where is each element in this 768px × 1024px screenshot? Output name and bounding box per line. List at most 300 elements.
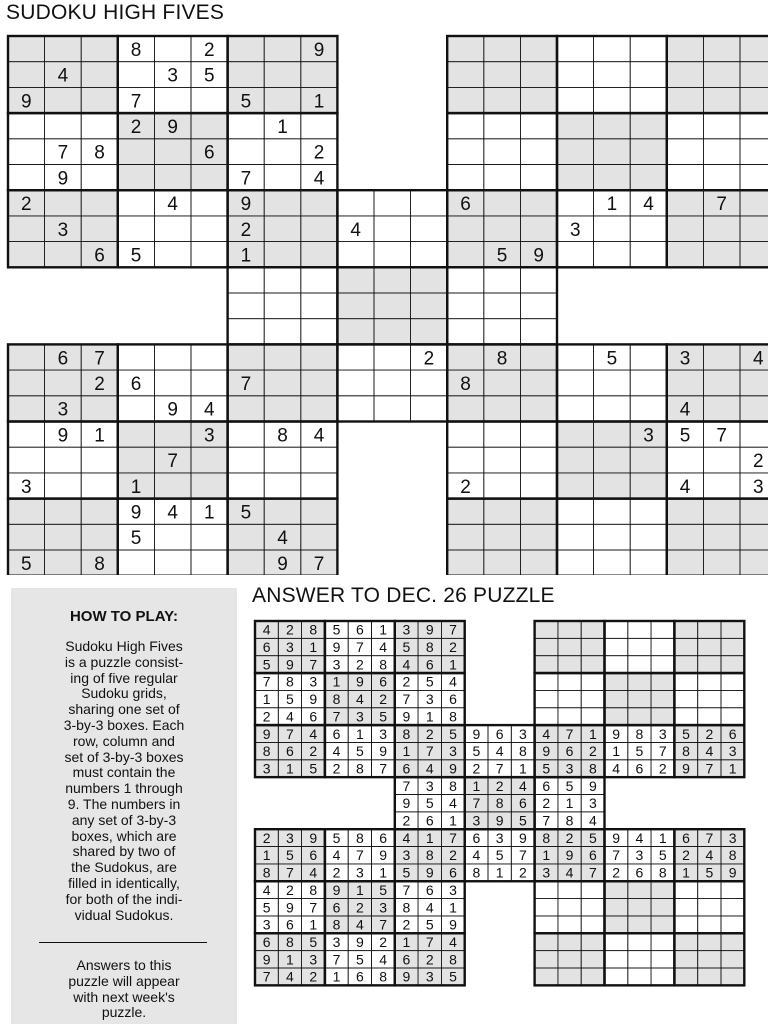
answer-digit: 9 [286,656,294,673]
answer-digit: 2 [425,951,434,968]
answer-digit: 7 [449,829,457,846]
answer-digit: 9 [402,968,411,985]
answer-digit: 5 [449,725,457,742]
puzzle-digit: 9 [240,194,252,216]
puzzle-digit: 8 [277,425,288,447]
answer-digit: 3 [425,691,434,708]
puzzle-digit: 6 [57,348,69,370]
puzzle-digit: 2 [460,476,471,498]
answer-digit: 5 [262,656,271,673]
answer-digit: 4 [425,899,434,916]
answer-digit: 1 [262,691,271,708]
answer-digit: 9 [542,743,551,760]
answer-digit: 1 [355,725,364,742]
answer-digit: 4 [542,725,551,742]
answer-digit: 9 [728,864,737,881]
answer-digit: 5 [542,760,551,777]
puzzle-digit: 9 [533,245,544,267]
puzzle-digit: 2 [753,451,764,473]
puzzle-digit: 2 [313,142,325,164]
answer-digit: 1 [682,864,690,881]
puzzle-digit: 7 [130,91,142,113]
answer-digit: 5 [658,847,667,864]
answer-digit: 8 [565,812,574,829]
answer-digit: 3 [635,847,644,864]
puzzle-digit: 4 [350,219,361,241]
answer-digit: 7 [309,899,318,916]
puzzle-digit: 4 [313,425,325,447]
answer-digit: 5 [682,725,690,742]
answer-digit: 5 [262,899,271,916]
answer-digit: 2 [309,743,318,760]
answer-digit: 1 [658,829,667,846]
puzzle-digit: 5 [21,553,32,575]
answer-digit: 2 [449,639,457,656]
answer-digit: 6 [402,951,411,968]
answer-digit: 2 [519,864,527,881]
puzzle-digit: 4 [277,528,288,550]
answer-digit: 7 [402,881,411,898]
answer-digit: 8 [379,656,388,673]
answer-digit: 6 [262,639,271,656]
answer-digit: 7 [449,621,457,638]
puzzle-digit: 4 [167,502,178,524]
answer-digit: 7 [262,968,271,985]
answer-digit: 1 [379,864,388,881]
puzzle-digit: 1 [94,425,105,447]
answer-digit: 8 [682,743,690,760]
puzzle-digit: 2 [240,219,252,241]
answer-digit: 1 [495,864,504,881]
answer-digit: 9 [262,725,271,742]
answer-digit: 9 [355,933,364,950]
answer-digit: 8 [658,864,667,881]
answer-digit: 4 [286,708,294,725]
answer-digit: 2 [425,725,434,742]
answer-digit: 4 [565,864,574,881]
answer-digit: 6 [425,812,434,829]
answer-digit: 2 [402,812,411,829]
answer-digit: 8 [519,743,527,760]
answer-digit: 3 [309,951,318,968]
answer-digit: 2 [332,760,341,777]
answer-digit: 1 [612,743,621,760]
puzzle-digit: 3 [753,476,764,498]
puzzle-digit: 9 [167,116,178,138]
answer-digit: 2 [612,864,621,881]
answer-digit: 8 [402,725,411,742]
answer-digit: 5 [379,881,388,898]
answer-digit: 2 [262,829,271,846]
answer-digit: 5 [355,743,364,760]
answer-digit: 8 [449,708,457,725]
puzzle-digit: 9 [167,399,178,421]
answer-digit: 2 [565,829,574,846]
answer-digit: 6 [588,847,597,864]
puzzle-digit: 3 [57,399,69,421]
answer-digit: 6 [635,864,644,881]
answer-digit: 7 [425,743,434,760]
answer-digit: 2 [682,847,690,864]
answer-digit: 4 [309,864,318,881]
puzzle-digit: 9 [313,39,325,61]
answer-digit: 6 [286,743,294,760]
puzzle-digit: 3 [570,219,581,241]
puzzle-digit: 8 [496,348,508,370]
answer-digit: 3 [402,847,411,864]
answer-digit: 4 [379,951,388,968]
answer-digit: 2 [355,656,364,673]
answer-digit: 7 [705,760,714,777]
answer-digit: 2 [286,881,294,898]
answer-digit: 7 [309,656,318,673]
answer-digit: 5 [402,639,411,656]
answer-digit: 1 [425,829,434,846]
puzzle-title: SUDOKU HIGH FIVES [6,1,225,24]
answer-digit: 1 [449,899,457,916]
puzzle-digit: 7 [240,168,252,190]
puzzle-digit: 2 [423,348,435,370]
answer-digit: 5 [332,829,341,846]
answer-digit: 4 [705,847,714,864]
answer-digit: 4 [355,691,364,708]
puzzle-digit: 1 [204,502,215,524]
answer-digit: 6 [682,829,690,846]
puzzle-digit: 4 [643,194,654,216]
answer-digit: 3 [425,968,434,985]
answer-digit: 1 [449,656,457,673]
answer-digit: 5 [379,708,388,725]
answer-digit: 4 [425,760,434,777]
answer-digit: 5 [425,795,434,812]
answer-digit: 4 [402,829,411,846]
puzzle-digit: 5 [240,91,252,113]
puzzle-digit: 4 [679,399,691,421]
puzzle-digit: 1 [130,476,142,498]
answer-digit: 2 [309,968,318,985]
answer-digit: 6 [332,725,341,742]
answer-digit: 8 [379,968,388,985]
answer-digit: 7 [379,760,388,777]
answer-digit: 4 [449,795,457,812]
answer-digit: 3 [658,725,667,742]
answer-digit: 6 [728,725,737,742]
answer-digit: 4 [286,968,294,985]
puzzle-digit: 1 [313,91,325,113]
answer-digit: 8 [495,795,504,812]
answer-digit: 1 [472,777,481,794]
answer-digit: 3 [728,829,737,846]
puzzle-digit: 9 [57,425,69,447]
answer-digit: 6 [379,829,388,846]
answer-digit: 7 [565,725,574,742]
answer-digit: 3 [286,829,294,846]
answer-digit: 3 [588,795,597,812]
answer-digit: 4 [519,777,527,794]
answer-digit: 8 [309,881,318,898]
answer-digit: 8 [355,760,364,777]
answer-digit: 7 [402,691,411,708]
puzzle-digit: 3 [679,348,691,370]
answer-digit: 6 [519,795,527,812]
answer-digit: 7 [425,933,434,950]
answer-digit: 7 [332,951,341,968]
answer-digit: 1 [286,951,294,968]
answer-digit: 5 [402,864,411,881]
puzzle-digit: 3 [643,425,654,447]
answer-digit: 7 [588,864,597,881]
answer-digit: 3 [542,864,551,881]
answer-digit: 5 [635,743,644,760]
answer-digit: 9 [379,743,388,760]
answer-digit: 6 [286,916,294,933]
answer-digit: 8 [542,829,551,846]
answer-digit: 5 [355,951,364,968]
answer-digit: 6 [542,777,551,794]
answer-digit: 9 [379,847,388,864]
answer-digit: 8 [286,933,294,950]
answer-digit: 7 [705,829,714,846]
answer-digit: 8 [402,899,411,916]
puzzle-digit: 7 [94,348,105,370]
answer-digit: 3 [449,881,457,898]
puzzle-digit: 6 [130,373,142,395]
answer-digit: 9 [612,829,621,846]
answer-digit: 6 [309,708,318,725]
answer-digit: 2 [355,899,364,916]
answer-digit: 3 [565,760,574,777]
answer-digit: 6 [449,864,457,881]
answer-digit: 3 [262,916,271,933]
answer-digit: 7 [542,812,551,829]
answer-digit: 4 [332,847,341,864]
answer-digit: 5 [588,829,597,846]
answer-digit: 5 [425,673,434,690]
answer-digit: 5 [309,933,318,950]
answer-digit: 8 [588,760,597,777]
puzzle-digit: 8 [94,142,105,164]
answer-digit: 6 [635,760,644,777]
answer-digit: 5 [449,968,457,985]
answer-digit: 7 [519,847,527,864]
answer-digit: 6 [355,621,364,638]
answer-digit: 3 [262,760,271,777]
answer-digit: 1 [588,725,597,742]
answer-digit: 6 [379,673,388,690]
puzzle-digit: 5 [496,245,508,267]
puzzle-digit: 2 [204,39,215,61]
answer-digit: 1 [728,760,737,777]
answer-digit: 9 [425,864,434,881]
answer-digit: 1 [262,847,271,864]
answer-digit: 6 [495,725,504,742]
puzzle-digit: 8 [460,373,471,395]
answer-digit: 9 [449,916,457,933]
answer-digit: 4 [588,812,597,829]
answer-digit: 3 [332,656,341,673]
puzzle-digit: 1 [277,116,288,138]
answer-digit: 5 [472,743,481,760]
answer-digit: 8 [425,847,434,864]
answer-digit: 2 [286,621,294,638]
answer-digit: 9 [519,829,527,846]
answer-digit: 8 [472,864,481,881]
answer-digit: 8 [449,777,457,794]
answer-digit: 3 [379,725,388,742]
answer-digit: 2 [449,847,457,864]
answer-digit: 1 [286,760,294,777]
answer-digit: 2 [379,933,388,950]
answer-title: ANSWER TO DEC. 26 PUZZLE [252,584,555,607]
answer-digit: 7 [472,795,481,812]
answers-note: Answers to this puzzle will appear with next week's puzzle. [68,957,180,1021]
answer-digit: 9 [309,691,318,708]
puzzle-digit: 7 [313,553,325,575]
puzzle-digit: 3 [21,476,32,498]
answer-digit: 8 [728,847,737,864]
answer-digit: 9 [565,847,574,864]
answer-digit: 7 [612,847,621,864]
answer-digit: 7 [286,725,294,742]
answer-digit: 4 [309,725,318,742]
answer-digit: 5 [286,847,294,864]
answer-digit: 6 [332,899,341,916]
answer-digit: 8 [262,743,271,760]
puzzle-digit: 5 [130,528,142,550]
answer-digit: 9 [402,708,411,725]
answer-digit: 6 [355,968,364,985]
answer-digit: 7 [658,743,667,760]
puzzle-digit: 4 [167,194,178,216]
answer-digit: 4 [449,673,457,690]
answer-digit: 8 [286,673,294,690]
puzzle-digit: 6 [94,245,105,267]
answer-digit: 9 [332,639,341,656]
answer-digit: 7 [262,673,271,690]
puzzle-digit: 9 [57,168,69,190]
answer-digit: 9 [449,760,457,777]
puzzle-digit: 4 [753,348,764,370]
answer-digit: 6 [425,656,434,673]
puzzle-digit: 8 [130,39,142,61]
answer-digit: 8 [449,951,457,968]
puzzle-digit: 7 [716,194,727,216]
puzzle-digit: 3 [57,219,69,241]
answer-digit: 1 [542,847,551,864]
puzzle-digit: 7 [57,142,69,164]
answer-digit: 2 [402,673,411,690]
answer-digit: 7 [402,777,411,794]
answer-digit: 2 [472,760,481,777]
answer-digit: 3 [728,743,737,760]
answer-digit: 3 [355,864,364,881]
answer-digit: 1 [309,916,318,933]
answer-digit: 3 [472,812,481,829]
answer-digit: 7 [355,639,364,656]
answer-digit: 8 [355,829,364,846]
puzzle-digit: 5 [240,502,252,524]
answer-digit: 5 [332,621,341,638]
answer-digit: 3 [309,673,318,690]
answer-digit: 4 [449,933,457,950]
answer-digit: 1 [355,881,364,898]
how-to-play-panel [11,588,237,1024]
answer-digit: 2 [379,691,388,708]
answer-digit: 9 [309,829,318,846]
puzzle-digit: 4 [313,168,325,190]
answer-digit: 7 [355,847,364,864]
puzzle-digit: 2 [94,373,105,395]
answer-digit: 9 [355,673,364,690]
answer-digit: 6 [402,760,411,777]
answer-digit: 4 [379,639,388,656]
answer-digit: 5 [495,847,504,864]
answer-digit: 7 [286,864,294,881]
answer-digit: 4 [495,743,504,760]
puzzle-digit: 2 [21,194,32,216]
puzzle-digit: 1 [240,245,252,267]
answer-digit: 5 [425,916,434,933]
answer-digit: 4 [355,916,364,933]
answer-digit: 3 [495,829,504,846]
answer-digit: 1 [309,639,318,656]
divider [39,942,207,943]
answer-digit: 9 [588,777,597,794]
answer-digit: 1 [332,673,341,690]
answer-digit: 8 [332,691,341,708]
puzzle-digit: 7 [167,451,178,473]
answer-digit: 3 [379,899,388,916]
puzzle-digit: 2 [130,116,142,138]
answer-digit: 9 [682,760,690,777]
answer-digit: 3 [425,777,434,794]
puzzle-digit: 6 [460,194,471,216]
answer-digit: 9 [472,725,481,742]
answer-digit: 7 [379,916,388,933]
puzzle-digit: 4 [204,399,215,421]
answer-digit: 9 [332,881,341,898]
puzzle-digit: 6 [204,142,215,164]
answer-digit: 1 [449,812,457,829]
answer-digit: 8 [262,864,271,881]
answer-digit: 9 [286,899,294,916]
answer-digit: 5 [286,691,294,708]
answer-digit: 3 [449,743,457,760]
puzzle-digit: 8 [94,553,105,575]
answer-digit: 4 [402,656,411,673]
answer-digit: 2 [588,743,597,760]
answer-digit: 2 [495,777,504,794]
answer-digit: 1 [425,708,434,725]
puzzle-digit: 3 [204,425,215,447]
puzzle-digit: 5 [679,425,691,447]
puzzle-digit: 3 [167,65,178,87]
answer-digit: 9 [402,795,411,812]
puzzle-digit: 4 [57,65,69,87]
answer-digit: 2 [658,760,667,777]
answer-digit: 3 [355,708,364,725]
answer-digit: 2 [542,795,551,812]
puzzle-digit: 9 [277,553,288,575]
answer-digit: 2 [402,916,411,933]
answer-digit: 4 [705,743,714,760]
answer-digit: 8 [332,916,341,933]
puzzle-digit: 7 [240,373,252,395]
answer-digit: 8 [425,639,434,656]
answer-digit: 6 [309,847,318,864]
answer-digit: 4 [472,847,481,864]
how-to-play-text: Sudoku High Fives is a puzzle consist- ing of five regular Sudoku grids, sharing one set of 3-by-3 boxes. Each row, column and set of 3-by-3 boxes must contain the numbers 1 through 9. The numbers in any set of 3-by-3 boxes, which are shared by two of the Sudokus, are filled in identically, for both of the indi- vidual Sudokus. [63,638,185,923]
